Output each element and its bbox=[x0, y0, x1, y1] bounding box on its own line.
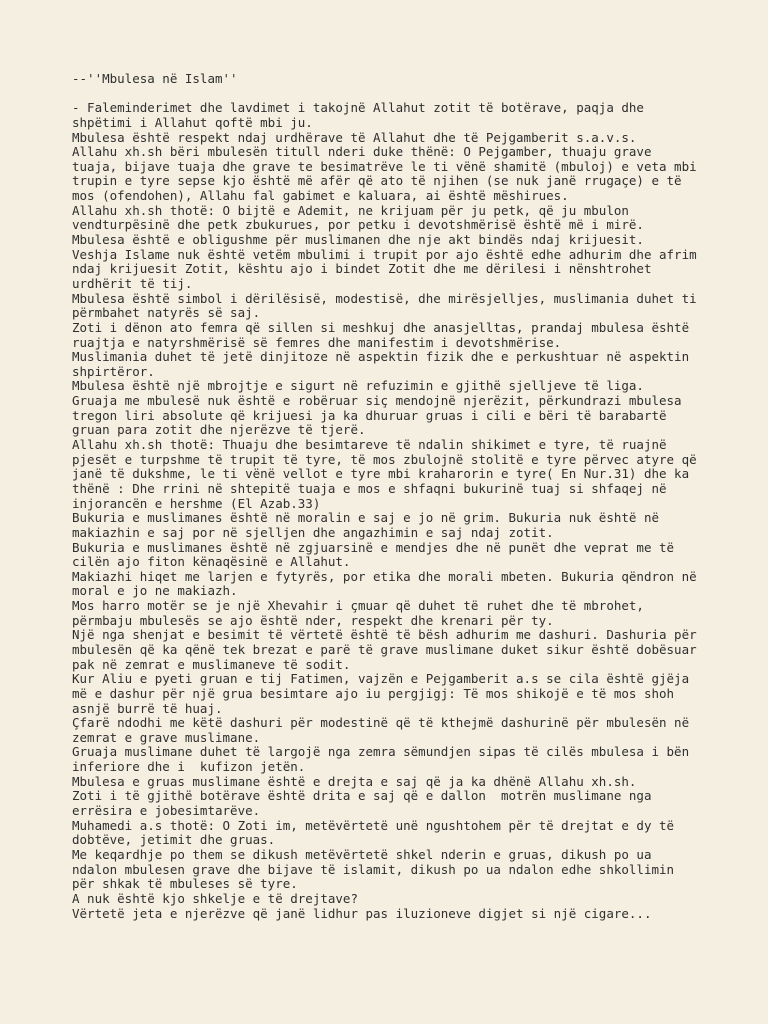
text-line: shpëtimi i Allahut qoftë mbi ju. bbox=[72, 114, 313, 130]
text-line: pak në zemrat e muslimaneve të sodit. bbox=[72, 656, 351, 672]
paragraph bbox=[72, 599, 752, 628]
paragraph bbox=[72, 101, 752, 130]
text-line: Një nga shenjat e besimit të vërtetë është të bësh adhurim me dashuri. Dashuria për bbox=[72, 627, 697, 643]
text-line: Gruaja muslimane duhet të largojë nga zemra sëmundjen sipas të cilës mbulesa i bën bbox=[72, 744, 690, 760]
text-line: Mbulesa është respekt ndaj urdhërave të Allahut dhe të Pejgamberit s.a.v.s. bbox=[72, 129, 637, 145]
text-line: ruajtja e natyrshmërisë së femres dhe manifestim i devotshmërise. bbox=[72, 334, 562, 350]
text-line: Allahu xh.sh thotë: Thuaju dhe besimtareve të ndalin shikimet e tyre, të ruajnë bbox=[72, 437, 667, 453]
text-line: për shkak të mbuleses së tyre. bbox=[72, 876, 298, 892]
text-line: trupin e tyre sepse kjo është më afër që ato të njihen (se nuk janë rrugaçe) e të bbox=[72, 173, 682, 189]
paragraph bbox=[72, 131, 752, 146]
text-line: pjesët e turpshme të trupit të tyre, të mos zbulojnë stolitë e tyre përvec atyre që bbox=[72, 451, 697, 467]
paragraph bbox=[72, 819, 752, 848]
paragraph bbox=[72, 233, 752, 248]
text-line: tregon liri absolute që krijuesi ja ka dhuruar gruas i cili e bëri të barabartë bbox=[72, 407, 667, 423]
text-line: thënë : Dhe rrini në shtepitë tuaja e mos e shfaqni bukurinë tuaj si shfaqej në bbox=[72, 480, 667, 496]
paragraph bbox=[72, 775, 752, 790]
text-line: janë të dukshme, le ti vënë vellot e tyre mbi kraharorin e tyre( En Nur.31) dhe ka bbox=[72, 466, 690, 482]
paragraph bbox=[72, 321, 752, 350]
text-line: Çfarë ndodhi me këtë dashuri për modestinë që të kthejmë dashurinë për mbulesën në bbox=[72, 715, 690, 731]
text-line: Mbulesa është një mbrojtje e sigurt në refuzimin e gjithë sjelljeve të liga. bbox=[72, 378, 644, 394]
paragraph bbox=[72, 511, 752, 540]
text-line: Muhamedi a.s thotë: O Zoti im, metëvërtetë unë ngushtohem për të drejtat e dy të bbox=[72, 817, 675, 833]
text-line: - Faleminderimet dhe lavdimet i takojnë Allahut zotit të botërave, paqja dhe bbox=[72, 100, 644, 116]
text-line: gruan para zotit dhe njerëzve të tjerë. bbox=[72, 422, 366, 438]
paragraph bbox=[72, 789, 752, 818]
text-line: Mbulesa është e obligushme për muslimanen dhe nje akt bindës ndaj krijuesit. bbox=[72, 232, 644, 248]
paragraph bbox=[72, 716, 752, 745]
text-line: përmbaju mbulesës se ajo është nder, respekt dhe krenari për ty. bbox=[72, 612, 554, 628]
paragraph bbox=[72, 745, 752, 774]
text-line: cilën ajo fiton kënaqësinë e Allahut. bbox=[72, 554, 351, 570]
paragraph bbox=[72, 907, 752, 922]
text-line: A nuk është kjo shkelje e të drejtave? bbox=[72, 890, 358, 906]
paragraph bbox=[72, 892, 752, 907]
text-line: më e dashur për një grua besimtare ajo iu pergjigj: Të mos shikojë e të mos shoh bbox=[72, 685, 675, 701]
paragraph bbox=[72, 292, 752, 321]
paragraph bbox=[72, 379, 752, 394]
text-line: përmbahet natyrës së saj. bbox=[72, 305, 261, 321]
text-line: Allahu xh.sh bëri mbulesën titull nderi duke thënë: O Pejgamber, thuaju grave bbox=[72, 144, 652, 160]
text-line: urdhërit të tij. bbox=[72, 275, 193, 291]
text-line: vendturpësinë dhe petk zbukurues, por petku i devotshmërisë është më i mirë. bbox=[72, 217, 644, 233]
text-line: injorancën e hershme (El Azab.33) bbox=[72, 495, 321, 511]
text-line: Mos harro motër se je një Xhevahir i çmuar që duhet të ruhet dhe të mbrohet, bbox=[72, 598, 644, 614]
text-line: Me keqardhje po them se dikush metëvërtetë shkel nderin e gruas, dikush po ua bbox=[72, 846, 652, 862]
paragraph bbox=[72, 204, 752, 233]
text-line: Mbulesa e gruas muslimane është e drejta e saj që ja ka dhënë Allahu xh.sh. bbox=[72, 773, 637, 789]
paragraph bbox=[72, 394, 752, 438]
paragraph bbox=[72, 848, 752, 892]
document-body bbox=[72, 72, 752, 921]
text-line: tuaja, bijave tuaja dhe grave te besimatrëve le ti vënë shamitë (mbuloj) e veta mbi bbox=[72, 158, 697, 174]
text-line: Gruaja me mbulesë nuk është e robëruar siç mendojnë njerëzit, përkundrazi mbulesa bbox=[72, 393, 682, 409]
document-title: --''Mbulesa në Islam'' bbox=[72, 71, 238, 86]
paragraph bbox=[72, 350, 752, 379]
text-line: Zoti i dënon ato femra që sillen si meshkuj dhe anasjelltas, prandaj mbulesa është bbox=[72, 319, 690, 335]
paragraph bbox=[72, 672, 752, 716]
text-line: moral e jo ne makiazh. bbox=[72, 583, 238, 599]
text-line: mos (ofendohen), Allahu fal gabimet e kaluara, ai është mëshirues. bbox=[72, 188, 569, 204]
text-line: Bukuria e muslimanes është në moralin e saj e jo në grim. Bukuria nuk është në bbox=[72, 510, 659, 526]
text-line: ndaj krijuesit Zotit, kështu ajo i bindet Zotit dhe me dërilesi i nënshtrohet bbox=[72, 261, 652, 277]
paragraph bbox=[72, 541, 752, 570]
text-line: Zoti i të gjithë botërave është drita e saj që e dallon motrën muslimane nga bbox=[72, 788, 652, 804]
text-line: Veshja Islame nuk është vetëm mbulimi i trupit por ajo është edhe adhurim dhe afrim bbox=[72, 246, 697, 262]
text-line: mbulesën që ka qënë tek brezat e parë të grave muslimane duket sikur është dobësuar bbox=[72, 641, 697, 657]
text-line: Kur Aliu e pyeti gruan e tij Fatimen, vajzën e Pejgamberit a.s se cila është gjëja bbox=[72, 671, 690, 687]
text-line: errësira e jobesimtarëve. bbox=[72, 803, 261, 819]
paragraph bbox=[72, 438, 752, 511]
text-line: Vërtetë jeta e njerëzve që janë lidhur pas iluzioneve digjet si një cigare... bbox=[72, 905, 652, 921]
text-line: Allahu xh.sh thotë: O bijtë e Ademit, ne krijuam për ju petk, që ju mbulon bbox=[72, 202, 629, 218]
text-line: dobtëve, jetimit dhe gruas. bbox=[72, 832, 276, 848]
paragraph bbox=[72, 145, 752, 204]
text-line: Mbulesa është simbol i dërilësisë, modestisë, dhe mirësjelljes, muslimania duhet ti bbox=[72, 290, 697, 306]
paragraph bbox=[72, 248, 752, 292]
paragraph bbox=[72, 628, 752, 672]
text-line: zemrat e grave muslimane. bbox=[72, 729, 261, 745]
text-line: shpirtëror. bbox=[72, 363, 155, 379]
text-line: Makiazhi hiqet me larjen e fytyrës, por etika dhe morali mbeten. Bukuria qëndron në bbox=[72, 568, 697, 584]
text-line: inferiore dhe i kufizon jetën. bbox=[72, 759, 306, 775]
text-line: Muslimania duhet të jetë dinjitoze në aspektin fizik dhe e perkushtuar në aspektin bbox=[72, 349, 690, 365]
text-line: makiazhin e saj por në sjelljen dhe angazhimin e saj ndaj zotit. bbox=[72, 524, 554, 540]
paragraph bbox=[72, 570, 752, 599]
text-line: ndalon mbulesen grave dhe bijave të islamit, dikush po ua ndalon edhe shkollimin bbox=[72, 861, 675, 877]
text-line: Bukuria e muslimanes është në zgjuarsinë e mendjes dhe në punët dhe veprat me të bbox=[72, 539, 675, 555]
text-line: asnjë burrë të huaj. bbox=[72, 700, 223, 716]
